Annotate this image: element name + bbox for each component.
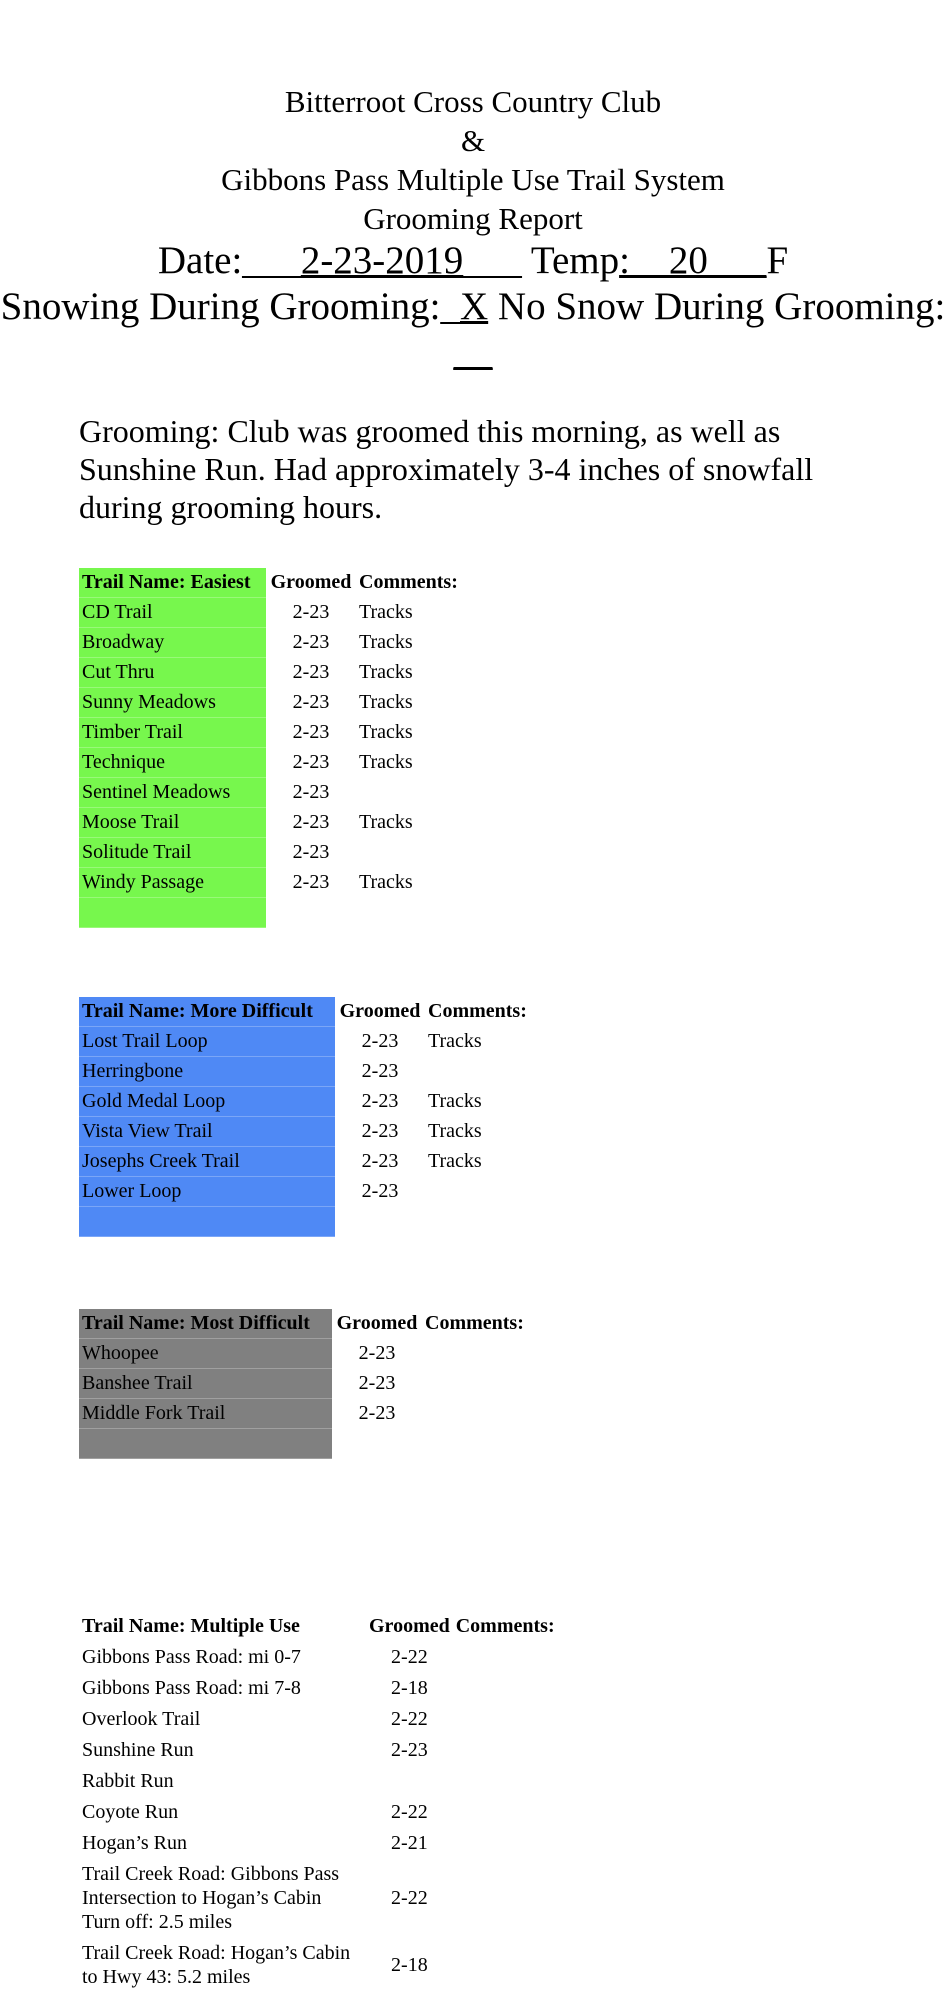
trail-name-header: Trail Name: Most Difficult: [79, 1309, 332, 1339]
date-tail: ___: [463, 239, 522, 282]
groomed-date: 2-23: [292, 631, 330, 653]
trail-name-header: Trail Name: More Difficult: [79, 997, 335, 1027]
groomed-date: 2-22: [391, 1645, 428, 1668]
trail-name: Banshee Trail: [79, 1369, 332, 1399]
table-header-row: [79, 1309, 527, 1339]
trail-name: Sentinel Meadows: [79, 778, 266, 808]
trail-comments: [425, 1177, 530, 1207]
trail-name: Technique: [79, 748, 266, 778]
table-row: [79, 1057, 530, 1087]
groomed-header: Groomed: [336, 1312, 418, 1335]
trail-comments: [453, 1797, 558, 1828]
trail-comments: [453, 1859, 558, 1938]
groomed-date: 2-23: [391, 1738, 428, 1761]
trail-name: [79, 898, 266, 928]
trail-comments: [425, 1057, 530, 1087]
table-row: [79, 1087, 530, 1117]
trail-name: [79, 1207, 335, 1237]
trail-comments: Tracks: [359, 661, 413, 683]
trail-comments: [422, 1399, 527, 1429]
table-row: [79, 808, 461, 838]
table-row-filler: [79, 1429, 527, 1459]
trail-name: [79, 1429, 332, 1459]
most-difficult-trails-table: [79, 1309, 527, 1459]
no-snow-value: __: [453, 331, 493, 374]
trail-name: CD Trail: [79, 598, 266, 628]
groomed-date: 2-23: [292, 871, 330, 893]
table-row: [79, 1859, 558, 1938]
trail-comments: [453, 1673, 558, 1704]
table-row: [79, 1797, 558, 1828]
table-row: [79, 1938, 558, 1993]
trail-comments: [425, 1207, 530, 1237]
groomed-date: 2-22: [391, 1886, 428, 1909]
temp-unit: F: [766, 239, 789, 282]
groomed-header: Groomed: [270, 571, 352, 594]
groomed-date: 2-23: [292, 751, 330, 773]
trail-name: Sunny Meadows: [79, 688, 266, 718]
table-row: [79, 1766, 558, 1797]
groomed-date: [332, 1429, 422, 1459]
groomed-date: 2-22: [391, 1800, 428, 1823]
table-row: [79, 1369, 527, 1399]
trail-name: Windy Passage: [79, 868, 266, 898]
groomed-date: 2-23: [361, 1150, 399, 1172]
trail-name: Coyote Run: [79, 1797, 366, 1828]
date-temp-line: [0, 238, 946, 284]
trail-comments: [453, 1828, 558, 1859]
trail-comments: Tracks: [428, 1150, 482, 1172]
easiest-trails-table: [79, 568, 461, 928]
trail-name: Lost Trail Loop: [79, 1027, 335, 1057]
comments-header: Comments:: [428, 1000, 527, 1023]
trail-comments: [356, 898, 461, 928]
table-row: [79, 658, 461, 688]
groomed-date: 2-22: [391, 1707, 428, 1730]
more-difficult-trails-table: [79, 997, 530, 1237]
trail-name-header: Trail Name: Easiest: [79, 568, 266, 598]
groomed-date: 2-23: [361, 1120, 399, 1142]
groomed-date: 2-21: [391, 1831, 428, 1854]
table-row: [79, 1828, 558, 1859]
trail-comments: [356, 838, 461, 868]
trail-name: Cut Thru: [79, 658, 266, 688]
trail-name: Lower Loop: [79, 1177, 335, 1207]
trail-comments: [356, 778, 461, 808]
club-name: Bitterroot Cross Country Club: [284, 84, 662, 119]
groomed-date: 2-23: [292, 601, 330, 623]
trail-name: Rabbit Run: [79, 1766, 366, 1797]
report-header: [0, 82, 946, 376]
groomed-date: 2-23: [292, 721, 330, 743]
table-header-row: [79, 997, 530, 1027]
groomed-date: 2-23: [361, 1060, 399, 1082]
groomed-header: Groomed: [339, 1000, 421, 1023]
groomed-date: 2-18: [391, 1953, 428, 1976]
trail-comments: [453, 1938, 558, 1993]
table-row: [79, 718, 461, 748]
trail-name: Broadway: [79, 628, 266, 658]
table-row: [79, 778, 461, 808]
trail-name: Moose Trail: [79, 808, 266, 838]
table-row: [79, 868, 461, 898]
temp-label: Temp: [521, 239, 620, 282]
trail-name: Timber Trail: [79, 718, 266, 748]
table-row: [79, 1642, 558, 1673]
comments-header: Comments:: [359, 571, 458, 594]
table-row-filler: [79, 1207, 530, 1237]
trail-comments: Tracks: [359, 601, 413, 623]
trail-name: Herringbone: [79, 1057, 335, 1087]
trail-name: Vista View Trail: [79, 1117, 335, 1147]
trail-comments: Tracks: [428, 1030, 482, 1052]
groomed-date: 2-23: [358, 1402, 396, 1424]
no-snow-label: No Snow During Grooming:: [488, 285, 946, 328]
trail-comments: Tracks: [359, 721, 413, 743]
groomed-date: 2-23: [292, 781, 330, 803]
trail-comments: [422, 1429, 527, 1459]
groomed-date: 2-23: [361, 1030, 399, 1052]
table-row-filler: [79, 898, 461, 928]
trail-name: Solitude Trail: [79, 838, 266, 868]
comments-header: Comments:: [425, 1312, 524, 1335]
snow-conditions-line: [0, 284, 946, 376]
trail-comments: [453, 1704, 558, 1735]
groomed-date: 2-23: [358, 1342, 396, 1364]
trail-comments: Tracks: [428, 1120, 482, 1142]
trail-name: Sunshine Run: [79, 1735, 366, 1766]
trail-comments: Tracks: [428, 1090, 482, 1112]
table-row: [79, 1027, 530, 1057]
trail-comments: Tracks: [359, 691, 413, 713]
trail-comments: [422, 1339, 527, 1369]
trail-comments: Tracks: [359, 811, 413, 833]
temp-value: :__20___: [619, 239, 767, 282]
groomed-date: 2-23: [361, 1090, 399, 1112]
date-label: Date:___: [157, 239, 301, 282]
groomed-date: 2-23: [292, 691, 330, 713]
trail-name: Gibbons Pass Road: mi 0-7: [79, 1642, 366, 1673]
trail-name: Trail Creek Road: Hogan’s Cabin to Hwy 43: 5.2 miles: [79, 1938, 366, 1993]
groomed-date: 2-18: [391, 1676, 428, 1699]
table-row: [79, 1673, 558, 1704]
trail-name: Trail Creek Road: Gibbons Pass Intersection to Hogan’s Cabin Turn off: 2.5 miles: [79, 1859, 366, 1938]
table-header-row: [79, 1611, 558, 1642]
table-row: [79, 1177, 530, 1207]
table-row: [79, 838, 461, 868]
table-row: [79, 1399, 527, 1429]
trail-system-name: Gibbons Pass Multiple Use Trail System: [221, 162, 725, 197]
trail-name: Gibbons Pass Road: mi 7-8: [79, 1673, 366, 1704]
table-row: [79, 1147, 530, 1177]
date-value: 2-23-2019: [300, 239, 464, 282]
table-row: [79, 1735, 558, 1766]
table-row: [79, 598, 461, 628]
groomed-date: [266, 898, 356, 928]
trail-name: Whoopee: [79, 1339, 332, 1369]
comments-header: Comments:: [455, 1614, 555, 1637]
table-row: [79, 628, 461, 658]
trail-name: Overlook Trail: [79, 1704, 366, 1735]
groomed-date: [366, 1766, 453, 1797]
groomed-date: 2-23: [361, 1180, 399, 1202]
groomed-date: 2-23: [292, 841, 330, 863]
trail-comments: [453, 1766, 558, 1797]
trail-name: Hogan’s Run: [79, 1828, 366, 1859]
table-row: [79, 748, 461, 778]
table-row: [79, 1117, 530, 1147]
table-row: [79, 1339, 527, 1369]
trail-name: Gold Medal Loop: [79, 1087, 335, 1117]
ampersand: &: [460, 123, 486, 158]
multiple-use-trails-table: [79, 1611, 558, 1993]
trail-name-header: Trail Name: Multiple Use: [79, 1611, 366, 1642]
trail-comments: Tracks: [359, 751, 413, 773]
table-header-row: [79, 568, 461, 598]
snowing-label: Snowing During Grooming:_: [0, 285, 460, 328]
groomed-date: [335, 1207, 425, 1237]
table-row: [79, 688, 461, 718]
trail-name: Middle Fork Trail: [79, 1399, 332, 1429]
trail-name: Josephs Creek Trail: [79, 1147, 335, 1177]
report-title: Grooming Report: [363, 201, 583, 236]
grooming-summary: Grooming: Club was groomed this morning, as well as Sunshine Run. Had approximately 3-4 inches of snowfall during grooming hours.: [79, 413, 814, 525]
groomed-header: Groomed: [369, 1614, 450, 1637]
groomed-date: 2-23: [292, 661, 330, 683]
trail-comments: [453, 1735, 558, 1766]
trail-comments: Tracks: [359, 631, 413, 653]
trail-comments: Tracks: [359, 871, 413, 893]
snowing-value: X: [460, 285, 489, 328]
table-row: [79, 1704, 558, 1735]
groomed-date: 2-23: [358, 1372, 396, 1394]
groomed-date: 2-23: [292, 811, 330, 833]
trail-comments: [453, 1642, 558, 1673]
trail-comments: [422, 1369, 527, 1399]
